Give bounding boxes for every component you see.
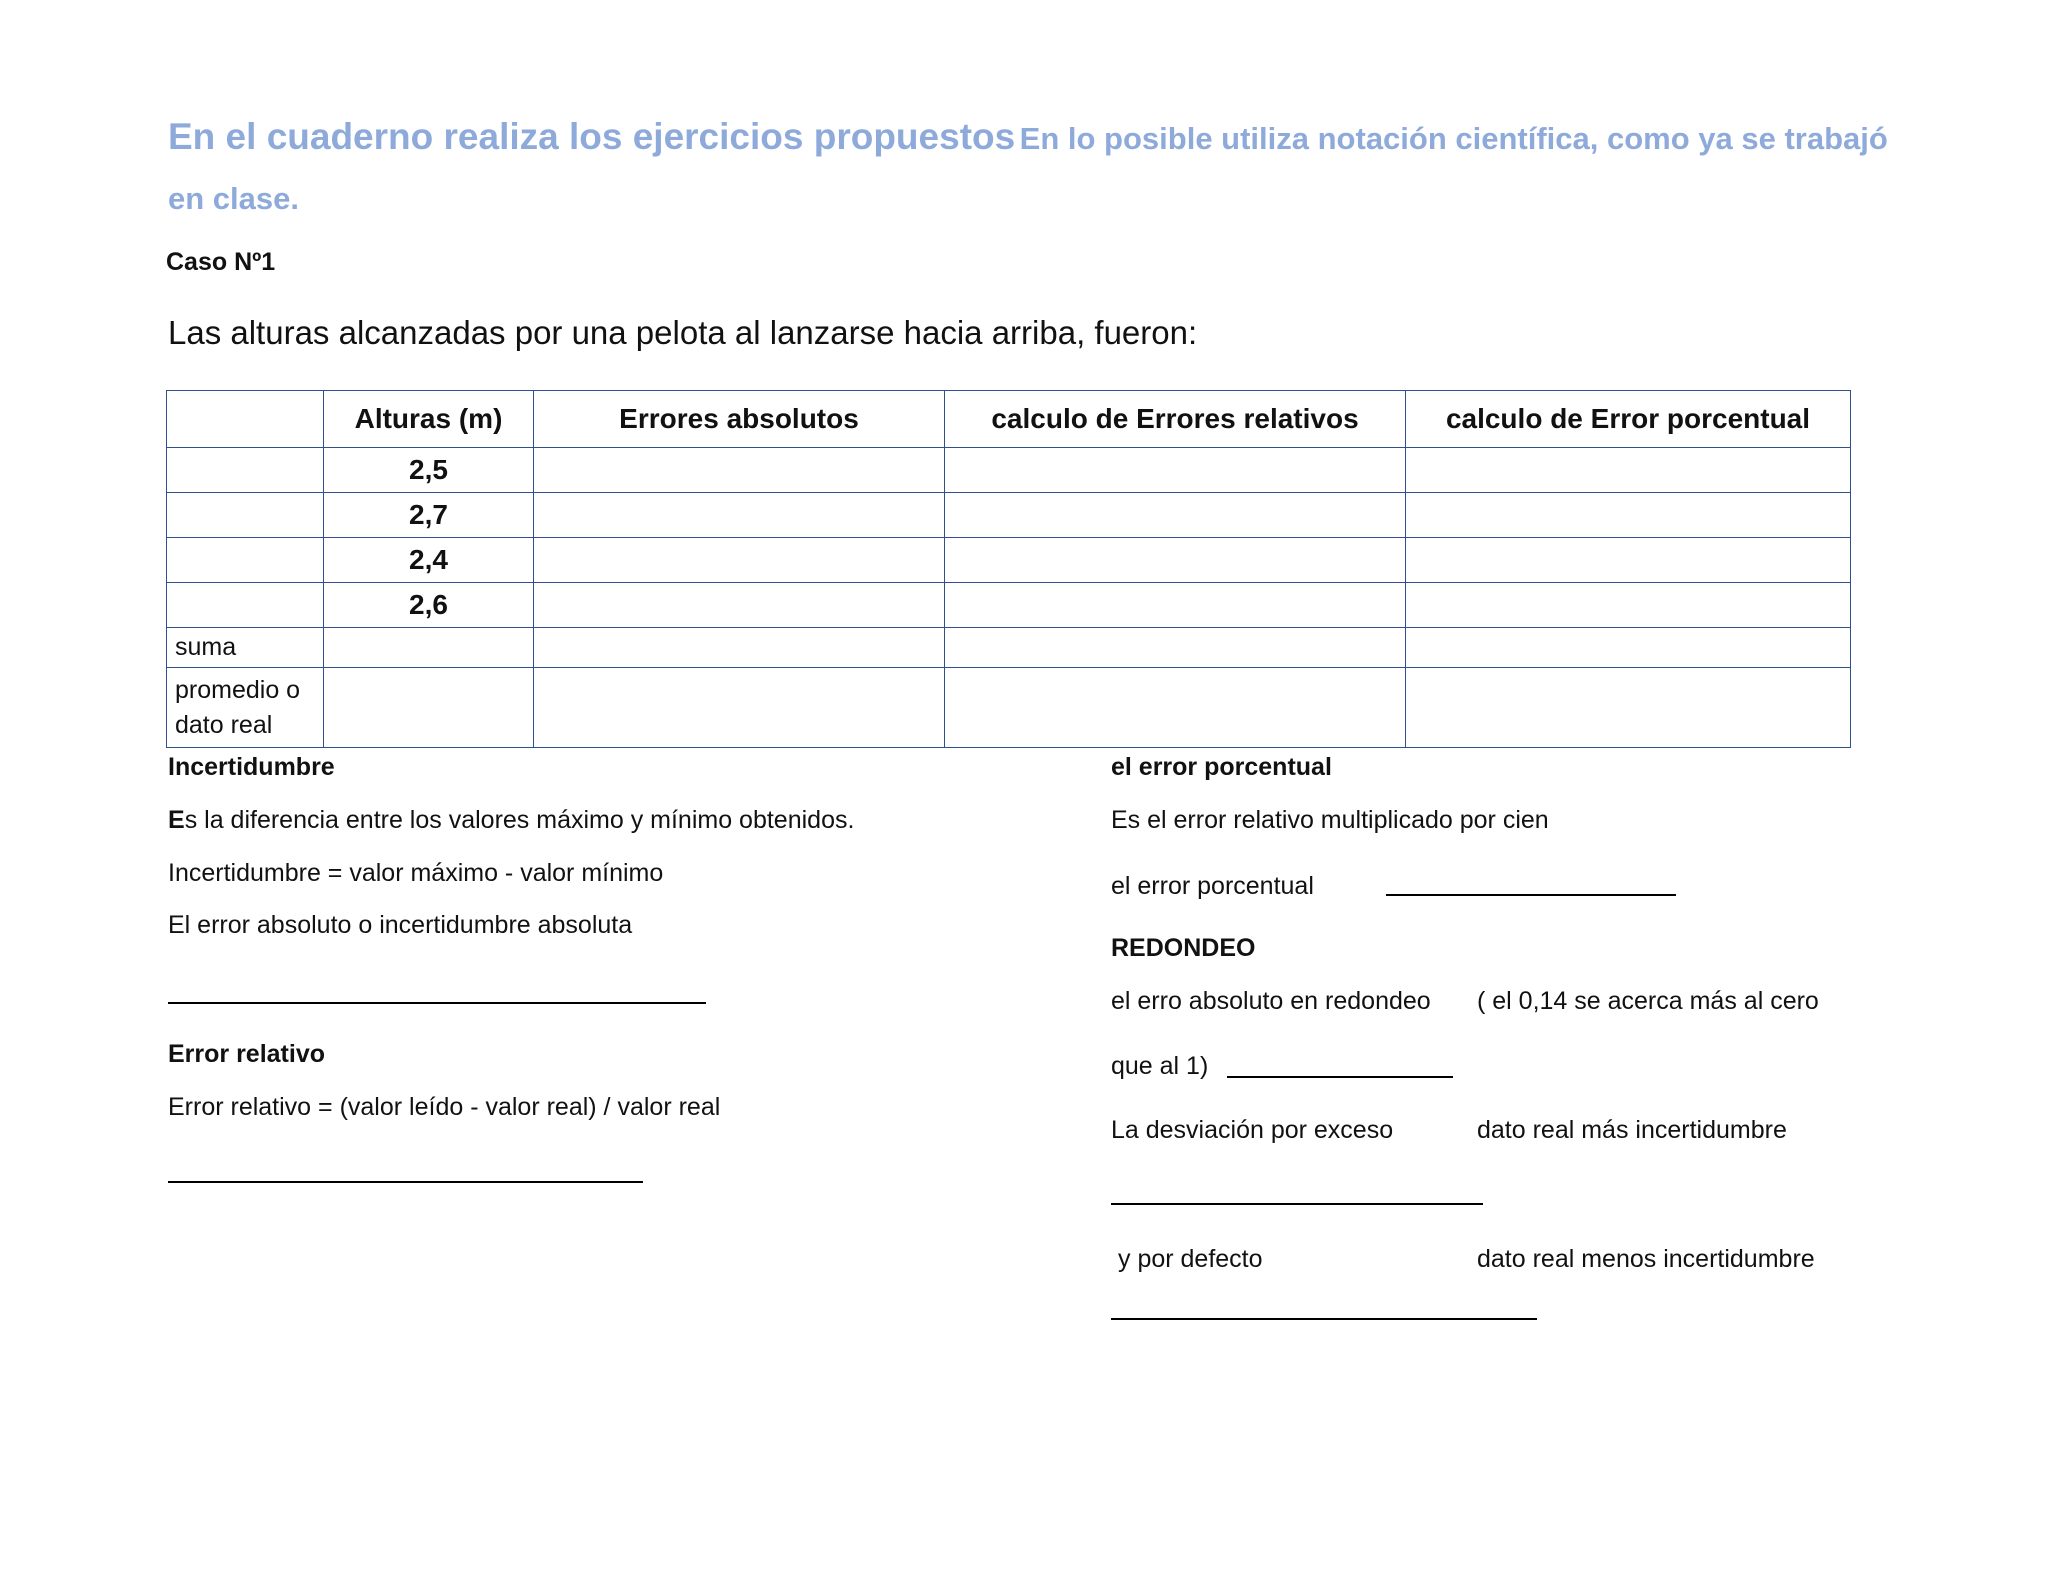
- case-label: Caso Nº1: [166, 248, 276, 276]
- relative-error-title: Error relativo: [168, 1040, 326, 1068]
- absolute-error-label: El error absoluto o incertidumbre absoluta: [168, 911, 633, 939]
- column-header-pct-error: calculo de Error porcentual: [1406, 391, 1851, 448]
- relative-error-formula: Error relativo = (valor leído - valor real) / valor real: [168, 1093, 721, 1121]
- heading-large: En el cuaderno realiza los ejercicios propuestos: [168, 116, 1016, 157]
- table-cell: [945, 448, 1406, 493]
- table-cell: [1406, 448, 1851, 493]
- column-header-abs-errors: Errores absolutos: [534, 391, 945, 448]
- answer-line-excess: [1111, 1203, 1483, 1205]
- defect-deviation-label: y por defecto: [1118, 1245, 1263, 1273]
- average-label: [167, 668, 324, 748]
- instructions-heading: [168, 110, 1888, 232]
- table-cell: [167, 538, 324, 583]
- excess-deviation-formula: dato real más incertidumbre: [1477, 1116, 1787, 1144]
- average-label-line2: dato real: [175, 710, 273, 739]
- column-header-heights: Alturas (m): [324, 391, 534, 448]
- table-row: [167, 583, 1851, 628]
- definition-initial: E: [168, 806, 185, 834]
- table-cell: [534, 628, 945, 668]
- rounding-note-continued: que al 1): [1111, 1052, 1209, 1080]
- rounding-note: ( el 0,14 se acerca más al cero: [1477, 987, 1819, 1015]
- percent-error-title: el error porcentual: [1111, 753, 1332, 781]
- table-cell: [1406, 538, 1851, 583]
- answer-line-absolute-error: [168, 1002, 706, 1004]
- uncertainty-title: Incertidumbre: [168, 753, 335, 781]
- heights-table: [166, 390, 1851, 748]
- table-cell: [1406, 583, 1851, 628]
- column-header: [167, 391, 324, 448]
- table-cell: [1406, 628, 1851, 668]
- table-row: [167, 493, 1851, 538]
- table-cell: [534, 448, 945, 493]
- answer-line-percent-error: [1386, 894, 1676, 896]
- table-cell: [945, 583, 1406, 628]
- table-cell: [534, 668, 945, 748]
- table-cell: [534, 538, 945, 583]
- table-cell: [534, 583, 945, 628]
- table-row: [167, 448, 1851, 493]
- table-cell: [167, 493, 324, 538]
- table-cell: [167, 583, 324, 628]
- table-cell: [945, 628, 1406, 668]
- table-row-average: [167, 668, 1851, 748]
- rounding-title: REDONDEO: [1111, 934, 1256, 962]
- defect-deviation-formula: dato real menos incertidumbre: [1477, 1245, 1815, 1273]
- uncertainty-definition: [168, 806, 854, 835]
- table-cell: [945, 668, 1406, 748]
- height-value: 2,7: [324, 493, 534, 538]
- definition-rest: s la diferencia entre los valores máximo y mínimo obtenidos.: [184, 806, 855, 834]
- column-header-rel-errors: calculo de Errores relativos: [945, 391, 1406, 448]
- average-label-line1: promedio o: [175, 675, 301, 704]
- height-value: 2,5: [324, 448, 534, 493]
- height-value: 2,6: [324, 583, 534, 628]
- percent-error-label: el error porcentual: [1111, 872, 1314, 900]
- answer-line-rounding: [1227, 1076, 1453, 1078]
- table-row-sum: [167, 628, 1851, 668]
- rounding-label: el erro absoluto en redondeo: [1111, 987, 1431, 1015]
- table-row: [167, 538, 1851, 583]
- percent-error-definition: Es el error relativo multiplicado por cien: [1111, 806, 1549, 834]
- table-cell: [1406, 493, 1851, 538]
- table-cell: [167, 448, 324, 493]
- table-header-row: [167, 391, 1851, 448]
- excess-deviation-label: La desviación por exceso: [1111, 1116, 1394, 1144]
- table-cell: [1406, 668, 1851, 748]
- table-cell: [324, 628, 534, 668]
- heading-small: En lo posible utiliza notación científica, como ya se trabajó en clase.: [168, 121, 1888, 216]
- table-cell: [324, 668, 534, 748]
- answer-line-relative-error: [168, 1181, 643, 1183]
- answer-line-defect: [1111, 1318, 1537, 1320]
- table-cell: [945, 493, 1406, 538]
- table-cell: [945, 538, 1406, 583]
- table-cell: [534, 493, 945, 538]
- sum-label: suma: [167, 628, 324, 668]
- uncertainty-formula: Incertidumbre = valor máximo - valor mínimo: [168, 859, 664, 887]
- height-value: 2,4: [324, 538, 534, 583]
- intro-text: Las alturas alcanzadas por una pelota al lanzarse hacia arriba, fueron:: [168, 314, 1198, 351]
